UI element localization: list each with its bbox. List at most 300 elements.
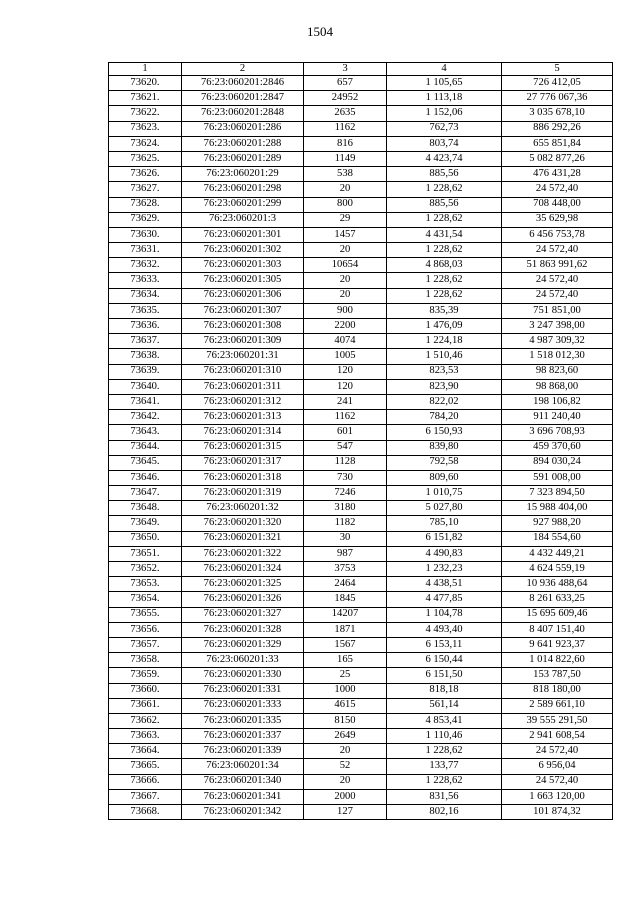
row-number-cell: 73668. — [109, 805, 182, 820]
table-row — [109, 151, 613, 166]
rate-cell: 133,77 — [387, 759, 502, 774]
value-cell: 39 555 291,50 — [502, 713, 613, 728]
row-number-cell: 73629. — [109, 212, 182, 227]
area-cell: 987 — [304, 546, 387, 561]
rate-cell: 839,80 — [387, 440, 502, 455]
row-number-cell: 73623. — [109, 121, 182, 136]
area-cell: 1162 — [304, 121, 387, 136]
value-cell: 7 323 894,50 — [502, 486, 613, 501]
cadastral-number-cell: 76:23:060201:2847 — [182, 91, 304, 106]
rate-cell: 1 476,09 — [387, 319, 502, 334]
table-row — [109, 744, 613, 759]
value-cell: 98 823,60 — [502, 364, 613, 379]
value-cell: 4 987 309,32 — [502, 334, 613, 349]
rate-cell: 6 150,44 — [387, 653, 502, 668]
area-cell: 3180 — [304, 501, 387, 516]
rate-cell: 6 151,50 — [387, 668, 502, 683]
value-cell: 3 696 708,93 — [502, 425, 613, 440]
area-cell: 900 — [304, 303, 387, 318]
row-number-cell: 73651. — [109, 546, 182, 561]
row-number-cell: 73642. — [109, 410, 182, 425]
table-row — [109, 577, 613, 592]
cadastral-number-cell: 76:23:060201:324 — [182, 562, 304, 577]
value-cell: 24 572,40 — [502, 182, 613, 197]
table-row — [109, 789, 613, 804]
table-row — [109, 470, 613, 485]
table-row — [109, 622, 613, 637]
rate-cell: 1 232,23 — [387, 562, 502, 577]
row-number-cell: 73635. — [109, 303, 182, 318]
area-cell: 816 — [304, 136, 387, 151]
rate-cell: 822,02 — [387, 394, 502, 409]
column-header: 2 — [182, 63, 304, 76]
table-row — [109, 303, 613, 318]
row-number-cell: 73657. — [109, 637, 182, 652]
table-row — [109, 668, 613, 683]
cadastral-number-cell: 76:23:060201:311 — [182, 379, 304, 394]
area-cell: 1871 — [304, 622, 387, 637]
table-row — [109, 106, 613, 121]
row-number-cell: 73653. — [109, 577, 182, 592]
area-cell: 657 — [304, 76, 387, 91]
table-row — [109, 759, 613, 774]
table-row — [109, 455, 613, 470]
area-cell: 20 — [304, 288, 387, 303]
table-row — [109, 440, 613, 455]
value-cell: 1 014 822,60 — [502, 653, 613, 668]
rate-cell: 1 010,75 — [387, 486, 502, 501]
table-row — [109, 273, 613, 288]
column-header: 1 — [109, 63, 182, 76]
area-cell: 1162 — [304, 410, 387, 425]
table-row — [109, 91, 613, 106]
cadastral-number-cell: 76:23:060201:308 — [182, 319, 304, 334]
cadastral-number-cell: 76:23:060201:299 — [182, 197, 304, 212]
row-number-cell: 73658. — [109, 653, 182, 668]
value-cell: 15 695 609,46 — [502, 607, 613, 622]
page-number: 1504 — [307, 24, 333, 39]
cadastral-number-cell: 76:23:060201:32 — [182, 501, 304, 516]
area-cell: 241 — [304, 394, 387, 409]
table-row — [109, 334, 613, 349]
area-cell: 127 — [304, 805, 387, 820]
table-row — [109, 212, 613, 227]
row-number-cell: 73620. — [109, 76, 182, 91]
table-row — [109, 653, 613, 668]
cadastral-number-cell: 76:23:060201:313 — [182, 410, 304, 425]
value-cell: 591 008,00 — [502, 470, 613, 485]
value-cell: 184 554,60 — [502, 531, 613, 546]
rate-cell: 1 228,62 — [387, 774, 502, 789]
rate-cell: 1 228,62 — [387, 288, 502, 303]
rate-cell: 4 868,03 — [387, 258, 502, 273]
cadastral-number-cell: 76:23:060201:288 — [182, 136, 304, 151]
value-cell: 3 035 678,10 — [502, 106, 613, 121]
cadastral-number-cell: 76:23:060201:314 — [182, 425, 304, 440]
cadastral-number-cell: 76:23:060201:325 — [182, 577, 304, 592]
cadastral-number-cell: 76:23:060201:331 — [182, 683, 304, 698]
rate-cell: 762,73 — [387, 121, 502, 136]
cadastral-number-cell: 76:23:060201:286 — [182, 121, 304, 136]
cadastral-number-cell: 76:23:060201:34 — [182, 759, 304, 774]
rate-cell: 1 224,18 — [387, 334, 502, 349]
row-number-cell: 73628. — [109, 197, 182, 212]
value-cell: 459 370,60 — [502, 440, 613, 455]
row-number-cell: 73626. — [109, 167, 182, 182]
cadastral-number-cell: 76:23:060201:31 — [182, 349, 304, 364]
rate-cell: 4 438,51 — [387, 577, 502, 592]
cadastral-number-cell: 76:23:060201:330 — [182, 668, 304, 683]
table-row — [109, 729, 613, 744]
row-number-cell: 73636. — [109, 319, 182, 334]
rate-cell: 4 493,40 — [387, 622, 502, 637]
table-row — [109, 531, 613, 546]
area-cell: 20 — [304, 744, 387, 759]
table-row — [109, 258, 613, 273]
row-number-cell: 73645. — [109, 455, 182, 470]
row-number-cell: 73663. — [109, 729, 182, 744]
value-cell: 8 261 633,25 — [502, 592, 613, 607]
area-cell: 30 — [304, 531, 387, 546]
rate-cell: 1 228,62 — [387, 212, 502, 227]
row-number-cell: 73648. — [109, 501, 182, 516]
rate-cell: 6 153,11 — [387, 637, 502, 652]
table-body — [109, 76, 613, 820]
row-number-cell: 73624. — [109, 136, 182, 151]
cadastral-number-cell: 76:23:060201:33 — [182, 653, 304, 668]
rate-cell: 4 423,74 — [387, 151, 502, 166]
cadastral-number-cell: 76:23:060201:309 — [182, 334, 304, 349]
cadastral-number-cell: 76:23:060201:320 — [182, 516, 304, 531]
rate-cell: 802,16 — [387, 805, 502, 820]
area-cell: 1457 — [304, 227, 387, 242]
table-row — [109, 76, 613, 91]
column-header: 3 — [304, 63, 387, 76]
table-row — [109, 713, 613, 728]
table-row — [109, 227, 613, 242]
value-cell: 1 663 120,00 — [502, 789, 613, 804]
cadastral-number-cell: 76:23:060201:2848 — [182, 106, 304, 121]
value-cell: 4 432 449,21 — [502, 546, 613, 561]
cadastral-number-cell: 76:23:060201:333 — [182, 698, 304, 713]
cadastral-number-cell: 76:23:060201:310 — [182, 364, 304, 379]
row-number-cell: 73664. — [109, 744, 182, 759]
area-cell: 2200 — [304, 319, 387, 334]
rate-cell: 1 228,62 — [387, 182, 502, 197]
table-row — [109, 167, 613, 182]
cadastral-number-cell: 76:23:060201:307 — [182, 303, 304, 318]
cadastral-number-cell: 76:23:060201:2846 — [182, 76, 304, 91]
cadastral-number-cell: 76:23:060201:329 — [182, 637, 304, 652]
row-number-cell: 73637. — [109, 334, 182, 349]
rate-cell: 1 228,62 — [387, 243, 502, 258]
area-cell: 25 — [304, 668, 387, 683]
value-cell: 10 936 488,64 — [502, 577, 613, 592]
area-cell: 1128 — [304, 455, 387, 470]
table-row — [109, 394, 613, 409]
area-cell: 120 — [304, 379, 387, 394]
value-cell: 24 572,40 — [502, 273, 613, 288]
rate-cell: 1 104,78 — [387, 607, 502, 622]
data-table — [108, 62, 613, 820]
table-row — [109, 698, 613, 713]
row-number-cell: 73655. — [109, 607, 182, 622]
value-cell: 24 572,40 — [502, 744, 613, 759]
rate-cell: 4 477,85 — [387, 592, 502, 607]
row-number-cell: 73639. — [109, 364, 182, 379]
value-cell: 708 448,00 — [502, 197, 613, 212]
table-row — [109, 197, 613, 212]
rate-cell: 5 027,80 — [387, 501, 502, 516]
table-row — [109, 288, 613, 303]
rate-cell: 4 431,54 — [387, 227, 502, 242]
value-cell: 476 431,28 — [502, 167, 613, 182]
column-header: 5 — [502, 63, 613, 76]
area-cell: 2000 — [304, 789, 387, 804]
area-cell: 1567 — [304, 637, 387, 652]
area-cell: 1005 — [304, 349, 387, 364]
row-number-cell: 73652. — [109, 562, 182, 577]
row-number-cell: 73650. — [109, 531, 182, 546]
area-cell: 29 — [304, 212, 387, 227]
row-number-cell: 73659. — [109, 668, 182, 683]
table-row — [109, 379, 613, 394]
rate-cell: 4 490,83 — [387, 546, 502, 561]
value-cell: 5 082 877,26 — [502, 151, 613, 166]
area-cell: 120 — [304, 364, 387, 379]
table-row — [109, 425, 613, 440]
value-cell: 198 106,82 — [502, 394, 613, 409]
area-cell: 8150 — [304, 713, 387, 728]
value-cell: 27 776 067,36 — [502, 91, 613, 106]
rate-cell: 792,58 — [387, 455, 502, 470]
area-cell: 14207 — [304, 607, 387, 622]
cadastral-number-cell: 76:23:060201:301 — [182, 227, 304, 242]
area-cell: 1182 — [304, 516, 387, 531]
cadastral-number-cell: 76:23:060201:342 — [182, 805, 304, 820]
value-cell: 24 572,40 — [502, 243, 613, 258]
value-cell: 911 240,40 — [502, 410, 613, 425]
table-row — [109, 607, 613, 622]
rate-cell: 831,56 — [387, 789, 502, 804]
area-cell: 20 — [304, 182, 387, 197]
row-number-cell: 73660. — [109, 683, 182, 698]
rate-cell: 1 228,62 — [387, 744, 502, 759]
value-cell: 24 572,40 — [502, 774, 613, 789]
value-cell: 8 407 151,40 — [502, 622, 613, 637]
row-number-cell: 73646. — [109, 470, 182, 485]
table-row — [109, 486, 613, 501]
table-row — [109, 364, 613, 379]
row-number-cell: 73643. — [109, 425, 182, 440]
header-row — [109, 63, 613, 76]
row-number-cell: 73661. — [109, 698, 182, 713]
row-number-cell: 73667. — [109, 789, 182, 804]
table-row — [109, 243, 613, 258]
cadastral-number-cell: 76:23:060201:312 — [182, 394, 304, 409]
rate-cell: 1 110,46 — [387, 729, 502, 744]
cadastral-number-cell: 76:23:060201:337 — [182, 729, 304, 744]
table-row — [109, 592, 613, 607]
row-number-cell: 73631. — [109, 243, 182, 258]
rate-cell: 1 113,18 — [387, 91, 502, 106]
value-cell: 51 863 991,62 — [502, 258, 613, 273]
area-cell: 538 — [304, 167, 387, 182]
area-cell: 1000 — [304, 683, 387, 698]
value-cell: 24 572,40 — [502, 288, 613, 303]
row-number-cell: 73622. — [109, 106, 182, 121]
area-cell: 730 — [304, 470, 387, 485]
row-number-cell: 73666. — [109, 774, 182, 789]
table-row — [109, 637, 613, 652]
row-number-cell: 73644. — [109, 440, 182, 455]
table-row — [109, 683, 613, 698]
rate-cell: 818,18 — [387, 683, 502, 698]
value-cell: 2 941 608,54 — [502, 729, 613, 744]
value-cell: 3 247 398,00 — [502, 319, 613, 334]
area-cell: 1845 — [304, 592, 387, 607]
row-number-cell: 73649. — [109, 516, 182, 531]
value-cell: 886 292,26 — [502, 121, 613, 136]
value-cell: 818 180,00 — [502, 683, 613, 698]
row-number-cell: 73640. — [109, 379, 182, 394]
table-row — [109, 349, 613, 364]
table-row — [109, 319, 613, 334]
table-row — [109, 121, 613, 136]
table-row — [109, 562, 613, 577]
table-row — [109, 182, 613, 197]
row-number-cell: 73621. — [109, 91, 182, 106]
rate-cell: 4 853,41 — [387, 713, 502, 728]
table-row — [109, 805, 613, 820]
cadastral-number-cell: 76:23:060201:326 — [182, 592, 304, 607]
area-cell: 3753 — [304, 562, 387, 577]
row-number-cell: 73638. — [109, 349, 182, 364]
cadastral-number-cell: 76:23:060201:321 — [182, 531, 304, 546]
table-row — [109, 516, 613, 531]
rate-cell: 835,39 — [387, 303, 502, 318]
row-number-cell: 73630. — [109, 227, 182, 242]
cadastral-number-cell: 76:23:060201:3 — [182, 212, 304, 227]
row-number-cell: 73634. — [109, 288, 182, 303]
rate-cell: 1 510,46 — [387, 349, 502, 364]
row-number-cell: 73632. — [109, 258, 182, 273]
area-cell: 10654 — [304, 258, 387, 273]
cadastral-number-cell: 76:23:060201:327 — [182, 607, 304, 622]
area-cell: 20 — [304, 243, 387, 258]
rate-cell: 1 152,06 — [387, 106, 502, 121]
table-row — [109, 501, 613, 516]
rate-cell: 6 151,82 — [387, 531, 502, 546]
row-number-cell: 73665. — [109, 759, 182, 774]
rate-cell: 885,56 — [387, 197, 502, 212]
table-row — [109, 410, 613, 425]
rate-cell: 1 228,62 — [387, 273, 502, 288]
cadastral-number-cell: 76:23:060201:319 — [182, 486, 304, 501]
row-number-cell: 73656. — [109, 622, 182, 637]
rate-cell: 823,53 — [387, 364, 502, 379]
value-cell: 655 851,84 — [502, 136, 613, 151]
cadastral-number-cell: 76:23:060201:303 — [182, 258, 304, 273]
row-number-cell: 73647. — [109, 486, 182, 501]
value-cell: 751 851,00 — [502, 303, 613, 318]
value-cell: 1 518 012,30 — [502, 349, 613, 364]
rate-cell: 1 105,65 — [387, 76, 502, 91]
rate-cell: 561,14 — [387, 698, 502, 713]
value-cell: 9 641 923,37 — [502, 637, 613, 652]
area-cell: 2649 — [304, 729, 387, 744]
area-cell: 4074 — [304, 334, 387, 349]
cadastral-number-cell: 76:23:060201:315 — [182, 440, 304, 455]
value-cell: 153 787,50 — [502, 668, 613, 683]
area-cell: 24952 — [304, 91, 387, 106]
area-cell: 20 — [304, 774, 387, 789]
table-row — [109, 136, 613, 151]
cadastral-number-cell: 76:23:060201:328 — [182, 622, 304, 637]
row-number-cell: 73641. — [109, 394, 182, 409]
area-cell: 165 — [304, 653, 387, 668]
area-cell: 1149 — [304, 151, 387, 166]
cadastral-number-cell: 76:23:060201:29 — [182, 167, 304, 182]
value-cell: 35 629,98 — [502, 212, 613, 227]
cadastral-number-cell: 76:23:060201:340 — [182, 774, 304, 789]
value-cell: 101 874,32 — [502, 805, 613, 820]
area-cell: 547 — [304, 440, 387, 455]
cadastral-number-cell: 76:23:060201:339 — [182, 744, 304, 759]
table-row — [109, 774, 613, 789]
area-cell: 800 — [304, 197, 387, 212]
value-cell: 4 624 559,19 — [502, 562, 613, 577]
cadastral-number-cell: 76:23:060201:317 — [182, 455, 304, 470]
cadastral-number-cell: 76:23:060201:302 — [182, 243, 304, 258]
row-number-cell: 73627. — [109, 182, 182, 197]
rate-cell: 785,10 — [387, 516, 502, 531]
rate-cell: 885,56 — [387, 167, 502, 182]
area-cell: 7246 — [304, 486, 387, 501]
row-number-cell: 73625. — [109, 151, 182, 166]
cadastral-number-cell: 76:23:060201:306 — [182, 288, 304, 303]
cadastral-number-cell: 76:23:060201:318 — [182, 470, 304, 485]
value-cell: 6 956,04 — [502, 759, 613, 774]
value-cell: 726 412,05 — [502, 76, 613, 91]
area-cell: 4615 — [304, 698, 387, 713]
rate-cell: 823,90 — [387, 379, 502, 394]
cadastral-number-cell: 76:23:060201:289 — [182, 151, 304, 166]
value-cell: 15 988 404,00 — [502, 501, 613, 516]
row-number-cell: 73654. — [109, 592, 182, 607]
rate-cell: 6 150,93 — [387, 425, 502, 440]
cadastral-number-cell: 76:23:060201:341 — [182, 789, 304, 804]
cadastral-number-cell: 76:23:060201:335 — [182, 713, 304, 728]
column-header: 4 — [387, 63, 502, 76]
rate-cell: 803,74 — [387, 136, 502, 151]
area-cell: 20 — [304, 273, 387, 288]
cadastral-number-cell: 76:23:060201:322 — [182, 546, 304, 561]
cadastral-number-cell: 76:23:060201:298 — [182, 182, 304, 197]
area-cell: 52 — [304, 759, 387, 774]
rate-cell: 784,20 — [387, 410, 502, 425]
cadastral-number-cell: 76:23:060201:305 — [182, 273, 304, 288]
value-cell: 927 988,20 — [502, 516, 613, 531]
table-header — [109, 63, 613, 76]
rate-cell: 809,60 — [387, 470, 502, 485]
row-number-cell: 73662. — [109, 713, 182, 728]
value-cell: 2 589 661,10 — [502, 698, 613, 713]
area-cell: 601 — [304, 425, 387, 440]
area-cell: 2635 — [304, 106, 387, 121]
value-cell: 6 456 753,78 — [502, 227, 613, 242]
row-number-cell: 73633. — [109, 273, 182, 288]
